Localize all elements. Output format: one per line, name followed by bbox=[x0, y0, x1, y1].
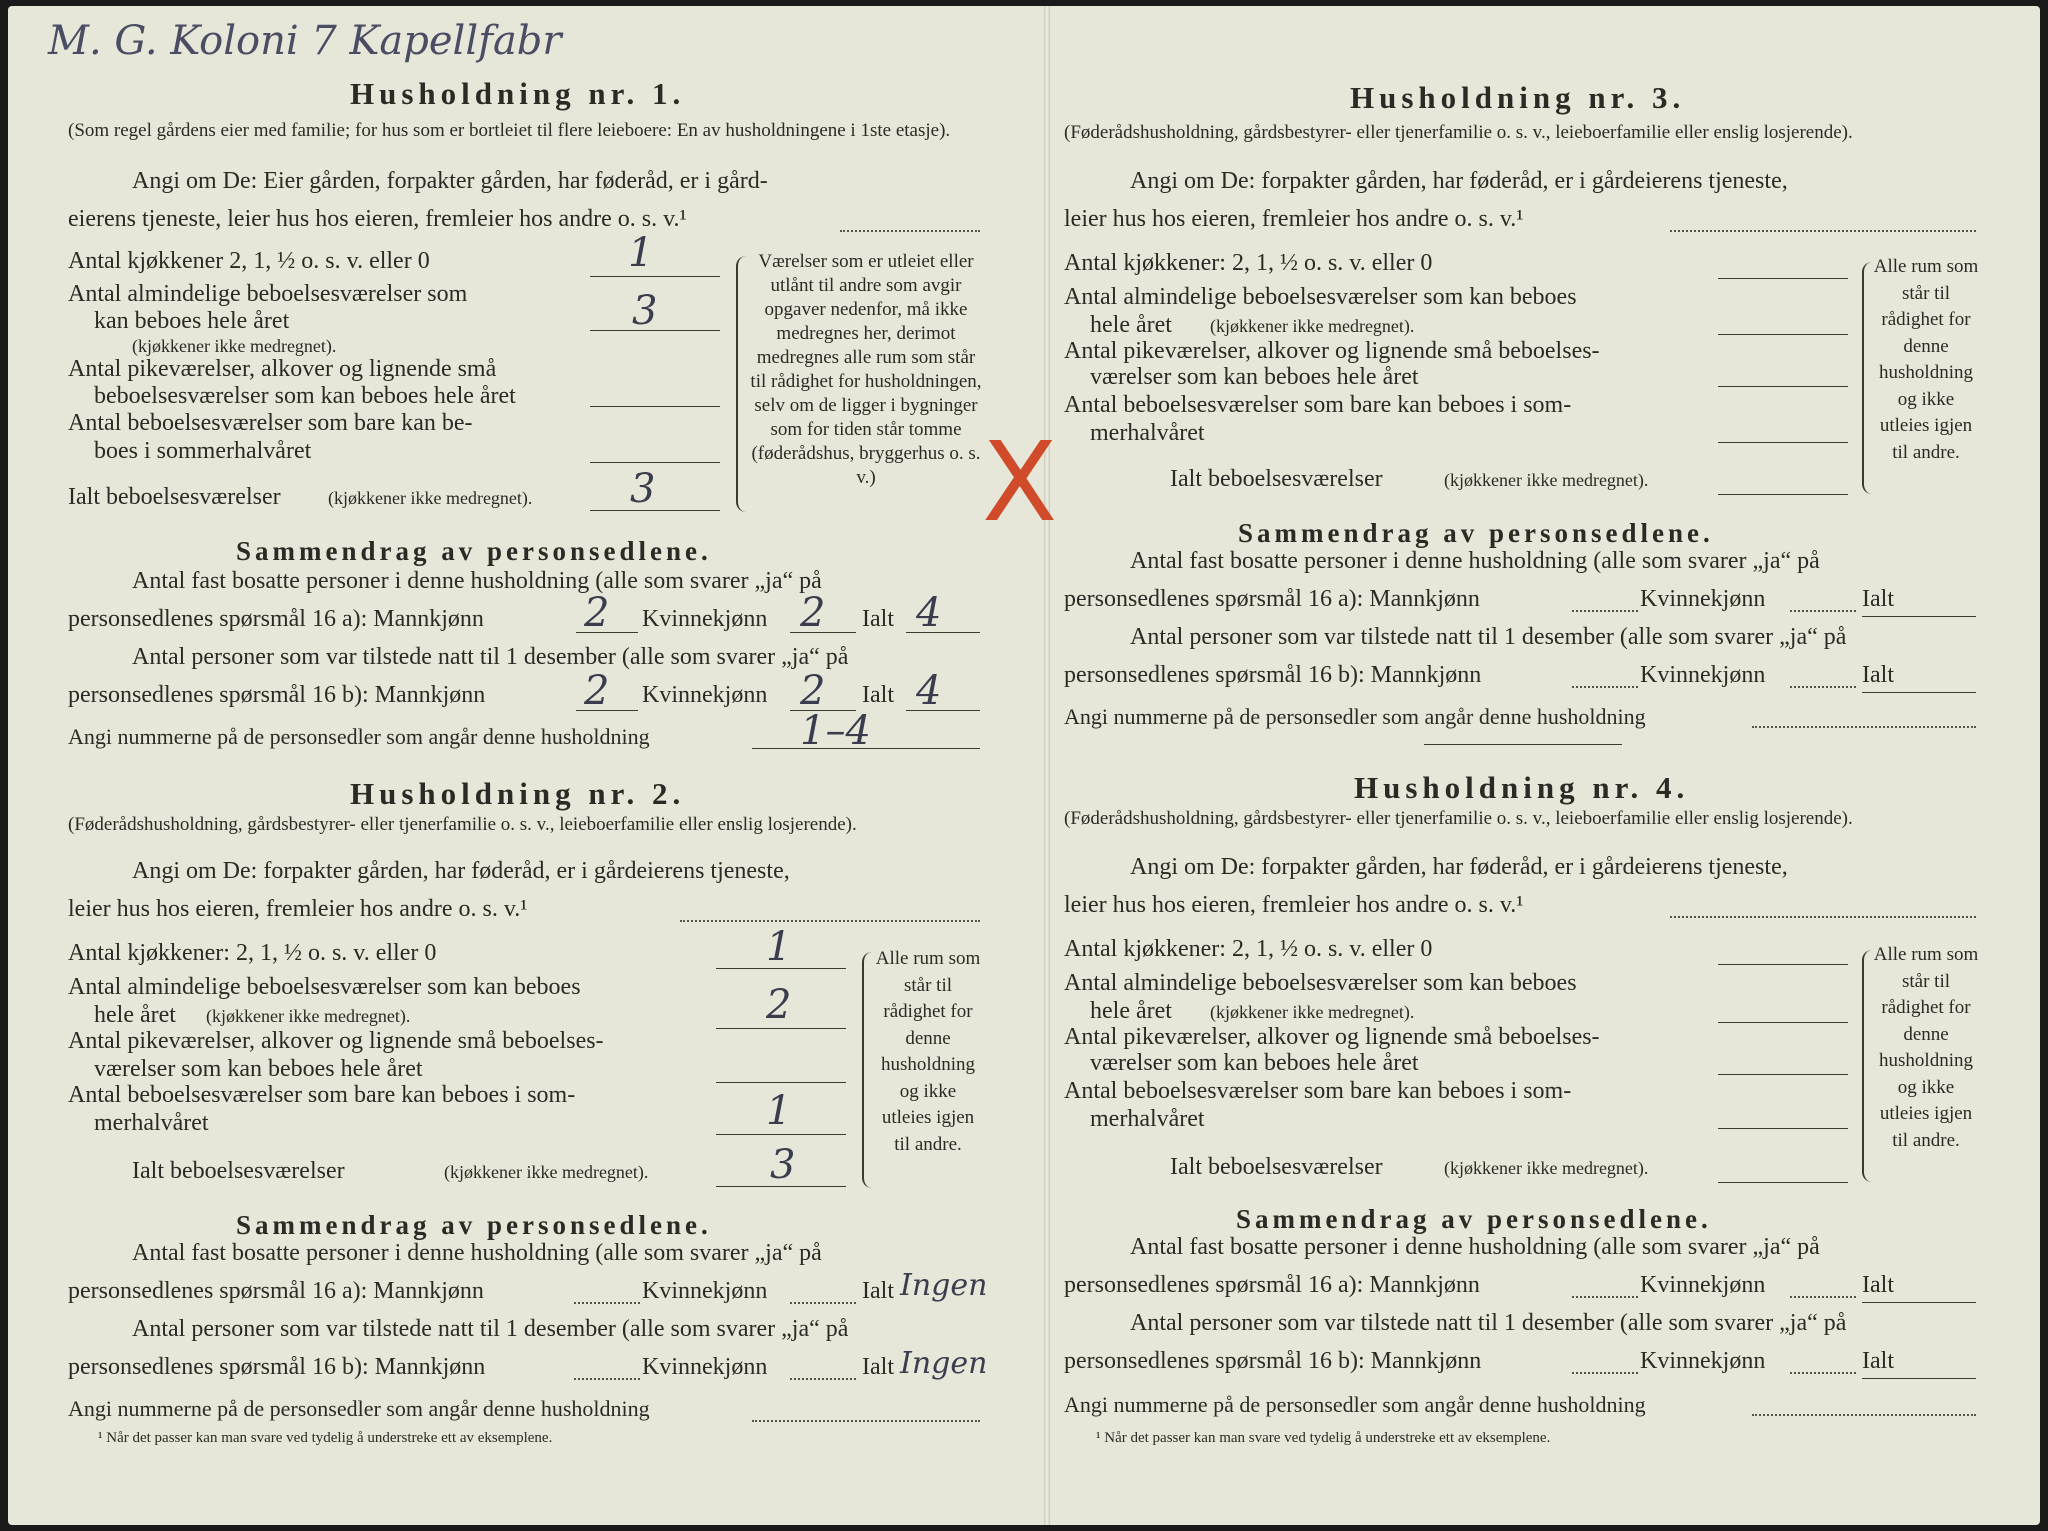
hh3-16b-i-line bbox=[1862, 692, 1976, 693]
hh2-tilst-line1: Antal personer som var tilstede natt til 1 desember (alle som svarer „ja“ på bbox=[132, 1316, 849, 1342]
hh4-ialt-note: (kjøkkener ikke medregnet). bbox=[1444, 1158, 1649, 1178]
hh3-16a-ialt-label: Ialt bbox=[1862, 586, 1894, 612]
hh1-fast-line2: personsedlenes spørsmål 16 a): Mannkjønn bbox=[68, 606, 484, 632]
hh4-16a-i-line bbox=[1862, 1302, 1976, 1303]
hh2-fast-line2: personsedlenes spørsmål 16 a): Mannkjønn bbox=[68, 1278, 484, 1304]
hh4-16a-kvinn-label: Kvinnekjønn bbox=[1640, 1272, 1766, 1298]
hh3-kjokkener-line bbox=[1718, 278, 1848, 279]
hh3-alm-line1: Antal almindelige beboelsesværelser som kan beboes bbox=[1064, 284, 1577, 310]
hh4-pike-line bbox=[1718, 1074, 1848, 1075]
hh4-ialt-label: Ialt beboelsesværelser bbox=[1170, 1154, 1383, 1180]
hh1-16b-ialt-label: Ialt bbox=[862, 682, 894, 708]
hh3-alm-line bbox=[1718, 334, 1848, 335]
hh2-ialt-label: Ialt beboelsesværelser bbox=[132, 1158, 345, 1184]
hh3-angi-nr-label: Angi nummerne på de personsedler som angår denne husholdning bbox=[1064, 704, 1646, 729]
hh1-16a-m-value: 2 bbox=[584, 590, 610, 636]
hh4-fast-line2: personsedlenes spørsmål 16 a): Mannkjønn bbox=[1064, 1272, 1480, 1298]
hh3-16a-i-line bbox=[1862, 616, 1976, 617]
hh3-angi-answer-line bbox=[1670, 230, 1976, 232]
hh4-tilst-line2: personsedlenes spørsmål 16 b): Mannkjønn bbox=[1064, 1348, 1482, 1374]
hh2-angi-line1: Angi om De: forpakter gården, har føderåd, er i gårdeierens tjeneste, bbox=[132, 858, 790, 884]
page-fold bbox=[1044, 6, 1050, 1525]
hh3-som-line bbox=[1718, 442, 1848, 443]
hh2-angi-line2: leier hus hos eieren, fremleier hos andre o. s. v.¹ bbox=[68, 896, 528, 922]
hh4-angi-nr-line bbox=[1752, 1414, 1976, 1416]
hh1-angi-line2: eierens tjeneste, leier hus hos eieren, fremleier hos andre o. s. v.¹ bbox=[68, 206, 687, 232]
hh4-note: (Føderådshusholdning, gårdsbestyrer- eller tjenerfamilie o. s. v., leieboerfamilie eller enslig losjerende). bbox=[1064, 808, 1853, 829]
hh3-16b-ialt-label: Ialt bbox=[1862, 662, 1894, 688]
hh3-fast-line1: Antal fast bosatte personer i denne husholdning (alle som svarer „ja“ på bbox=[1130, 548, 1820, 574]
hh4-16a-k-line bbox=[1790, 1296, 1856, 1298]
hh4-kjokkener-label: Antal kjøkkener: 2, 1, ½ o. s. v. eller 0 bbox=[1064, 936, 1433, 962]
hh1-kjokkener-label: Antal kjøkkener 2, 1, ½ o. s. v. eller 0 bbox=[68, 248, 430, 274]
hh2-angi-answer-line bbox=[680, 920, 980, 922]
hh4-alm-line3: (kjøkkener ikke medregnet). bbox=[1210, 1002, 1415, 1022]
hh2-16b-ialt-label: Ialt bbox=[862, 1354, 894, 1380]
handwritten-top-note: M. G. Koloni 7 Kapellfabr bbox=[48, 18, 562, 64]
hh1-kjokkener-line bbox=[590, 276, 720, 277]
hh2-side-note: Alle rum som står til rådighet for denne husholdning og ikke utleies igjen til andre. bbox=[875, 948, 981, 1155]
hh4-som-line1: Antal beboelsesværelser som bare kan beboes i som- bbox=[1064, 1078, 1572, 1104]
hh1-side-note: Værelser som er utleiet eller utlånt til andre som avgir opgaver nedenfor, må ikke medregnes her, derimot medregnes alle rum som står til rådighet for husholdningen, selv om de ligger i bygninger som for tiden står tomme (føderådshus, bryggerhus o. s. v.) bbox=[750, 251, 982, 488]
hh1-heading: Husholdning nr. 1. bbox=[350, 76, 686, 111]
hh2-som-line2: merhalvåret bbox=[94, 1110, 209, 1136]
hh2-alm-line3: (kjøkkener ikke medregnet). bbox=[206, 1006, 411, 1026]
hh1-side-brace bbox=[736, 256, 748, 512]
hh1-kjokkener-value: 1 bbox=[628, 230, 654, 276]
hh3-ialt-note: (kjøkkener ikke medregnet). bbox=[1444, 470, 1649, 490]
hh4-som-line2: merhalvåret bbox=[1090, 1106, 1205, 1132]
hh3-side-note: Alle rum som står til rådighet for denne husholdning og ikke utleies igjen til andre. bbox=[1873, 256, 1979, 463]
hh2-pike-line2: værelser som kan beboes hele året bbox=[94, 1056, 423, 1082]
hh1-16b-i-value: 4 bbox=[916, 668, 942, 714]
hh2-alm-line1: Antal almindelige beboelsesværelser som kan beboes bbox=[68, 974, 581, 1000]
hh2-som-line bbox=[716, 1134, 846, 1135]
hh4-footnote: ¹ Når det passer kan man svare ved tydelig å understreke ett av eksemplene. bbox=[1096, 1430, 1551, 1446]
hh3-16b-m-line bbox=[1572, 686, 1638, 688]
hh2-angi-nr-line bbox=[752, 1420, 980, 1422]
hh2-ialt-note: (kjøkkener ikke medregnet). bbox=[444, 1162, 649, 1182]
hh1-pike-line1: Antal pikeværelser, alkover og lignende små bbox=[68, 356, 497, 382]
hh1-note: (Som regel gårdens eier med familie; for hus som er bortleiet til flere leieboere: En av husholdningene i 1ste etasje). bbox=[68, 120, 951, 141]
hh4-side-note: Alle rum som står til rådighet for denne husholdning og ikke utleies igjen til andre. bbox=[1873, 944, 1979, 1151]
hh2-alm-line2: hele året bbox=[94, 1002, 176, 1028]
hh4-16b-ialt-label: Ialt bbox=[1862, 1348, 1894, 1374]
hh1-pike-line bbox=[590, 406, 720, 407]
hh2-16b-m-line bbox=[574, 1378, 640, 1380]
hh4-16b-kvinn-label: Kvinnekjønn bbox=[1640, 1348, 1766, 1374]
hh1-angi-line1: Angi om De: Eier gården, forpakter gården, har føderåd, er i gård- bbox=[132, 168, 768, 194]
hh1-tilst-line2: personsedlenes spørsmål 16 b): Mannkjønn bbox=[68, 682, 486, 708]
hh1-tilst-line1: Antal personer som var tilstede natt til 1 desember (alle som svarer „ja“ på bbox=[132, 644, 849, 670]
hh1-ialt-note: (kjøkkener ikke medregnet). bbox=[328, 488, 533, 508]
hh2-16a-k-line bbox=[790, 1302, 856, 1304]
hh2-som-value: 1 bbox=[766, 1088, 792, 1134]
hh1-16b-kvinn-label: Kvinnekjønn bbox=[642, 682, 768, 708]
hh4-pike-line1: Antal pikeværelser, alkover og lignende små beboelses- bbox=[1064, 1024, 1600, 1050]
hh1-fast-line1: Antal fast bosatte personer i denne husholdning (alle som svarer „ja“ på bbox=[132, 568, 822, 594]
hh2-alm-line bbox=[716, 1028, 846, 1029]
hh3-pike-line bbox=[1718, 386, 1848, 387]
hh4-pike-line2: værelser som kan beboes hele året bbox=[1090, 1050, 1419, 1076]
hh4-16b-k-line bbox=[1790, 1372, 1856, 1374]
hh4-summary-heading: Sammendrag av personsedlene. bbox=[1236, 1204, 1712, 1234]
hh2-16a-kvinn-label: Kvinnekjønn bbox=[642, 1278, 768, 1304]
hh4-angi-line1: Angi om De: forpakter gården, har føderåd, er i gårdeierens tjeneste, bbox=[1130, 854, 1788, 880]
hh2-16b-k-line bbox=[790, 1378, 856, 1380]
hh3-pike-line2: værelser som kan beboes hele året bbox=[1090, 364, 1419, 390]
hh1-alm-value: 3 bbox=[632, 288, 658, 334]
hh3-alm-line3: (kjøkkener ikke medregnet). bbox=[1210, 316, 1415, 336]
hh1-16a-ialt-label: Ialt bbox=[862, 606, 894, 632]
hh1-ialt-label: Ialt beboelsesværelser bbox=[68, 484, 281, 510]
hh3-16a-kvinn-label: Kvinnekjønn bbox=[1640, 586, 1766, 612]
hh4-16a-ialt-label: Ialt bbox=[1862, 1272, 1894, 1298]
hh2-16a-ialt-value: Ingen bbox=[900, 1268, 988, 1303]
hh3-16a-k-line bbox=[1790, 610, 1856, 612]
hh3-angi-line1: Angi om De: forpakter gården, har føderåd, er i gårdeierens tjeneste, bbox=[1130, 168, 1788, 194]
hh2-pike-line1: Antal pikeværelser, alkover og lignende små beboelses- bbox=[68, 1028, 604, 1054]
hh2-kjokkener-value: 1 bbox=[766, 924, 792, 970]
hh3-separator bbox=[1424, 744, 1622, 745]
hh4-16a-m-line bbox=[1572, 1296, 1638, 1298]
hh1-16a-kvinn-label: Kvinnekjønn bbox=[642, 606, 768, 632]
hh1-pike-line2: beboelsesværelser som kan beboes hele året bbox=[94, 383, 516, 409]
hh1-alm-line2: kan beboes hele året bbox=[94, 308, 290, 334]
hh3-summary-heading: Sammendrag av personsedlene. bbox=[1238, 518, 1714, 548]
hh2-16b-ialt-value: Ingen bbox=[900, 1346, 988, 1381]
hh3-fast-line2: personsedlenes spørsmål 16 a): Mannkjønn bbox=[1064, 586, 1480, 612]
hh4-kjokkener-line bbox=[1718, 964, 1848, 965]
hh1-16a-k-value: 2 bbox=[800, 590, 826, 636]
hh4-fast-line1: Antal fast bosatte personer i denne husholdning (alle som svarer „ja“ på bbox=[1130, 1234, 1820, 1260]
hh2-side-brace bbox=[862, 952, 874, 1188]
hh3-angi-line2: leier hus hos eieren, fremleier hos andre o. s. v.¹ bbox=[1064, 206, 1524, 232]
hh1-angi-nr-label: Angi nummerne på de personsedler som angår denne husholdning bbox=[68, 724, 650, 749]
hh4-alm-line2: hele året bbox=[1090, 998, 1172, 1024]
hh3-heading: Husholdning nr. 3. bbox=[1350, 80, 1686, 115]
hh1-som-line bbox=[590, 462, 720, 463]
hh3-ialt-label: Ialt beboelsesværelser bbox=[1170, 466, 1383, 492]
hh1-alm-line1: Antal almindelige beboelsesværelser som bbox=[68, 281, 468, 307]
red-cross-mark: X bbox=[982, 418, 1058, 546]
hh2-footnote: ¹ Når det passer kan man svare ved tydelig å understreke ett av eksemplene. bbox=[98, 1430, 553, 1446]
hh3-tilst-line2: personsedlenes spørsmål 16 b): Mannkjønn bbox=[1064, 662, 1482, 688]
hh3-note: (Føderådshusholdning, gårdsbestyrer- eller tjenerfamilie o. s. v., leieboerfamilie eller enslig losjerende). bbox=[1064, 122, 1853, 143]
hh2-note: (Føderådshusholdning, gårdsbestyrer- eller tjenerfamilie o. s. v., leieboerfamilie eller enslig losjerende). bbox=[68, 814, 857, 835]
hh1-16b-k-value: 2 bbox=[800, 668, 826, 714]
hh3-tilst-line1: Antal personer som var tilstede natt til 1 desember (alle som svarer „ja“ på bbox=[1130, 624, 1847, 650]
hh2-pike-line bbox=[716, 1082, 846, 1083]
hh4-heading: Husholdning nr. 4. bbox=[1354, 770, 1690, 805]
hh2-kjokkener-label: Antal kjøkkener: 2, 1, ½ o. s. v. eller 0 bbox=[68, 940, 437, 966]
hh2-16b-kvinn-label: Kvinnekjønn bbox=[642, 1354, 768, 1380]
hh4-16b-m-line bbox=[1572, 1372, 1638, 1374]
hh4-angi-line2: leier hus hos eieren, fremleier hos andre o. s. v.¹ bbox=[1064, 892, 1524, 918]
hh3-alm-line2: hele året bbox=[1090, 312, 1172, 338]
hh4-angi-nr-label: Angi nummerne på de personsedler som angår denne husholdning bbox=[1064, 1392, 1646, 1417]
hh2-fast-line1: Antal fast bosatte personer i denne husholdning (alle som svarer „ja“ på bbox=[132, 1240, 822, 1266]
hh4-som-line bbox=[1718, 1128, 1848, 1129]
hh3-kjokkener-label: Antal kjøkkener: 2, 1, ½ o. s. v. eller 0 bbox=[1064, 250, 1433, 276]
hh2-alm-value: 2 bbox=[766, 982, 792, 1028]
hh4-ialt-line bbox=[1718, 1182, 1848, 1183]
hh4-alm-line1: Antal almindelige beboelsesværelser som kan beboes bbox=[1064, 970, 1577, 996]
hh1-angi-answer-line bbox=[840, 230, 980, 232]
hh2-ialt-value: 3 bbox=[770, 1142, 796, 1188]
hh1-alm-line3: (kjøkkener ikke medregnet). bbox=[132, 336, 337, 356]
hh2-angi-nr-label: Angi nummerne på de personsedler som angår denne husholdning bbox=[68, 1396, 650, 1421]
hh3-16b-kvinn-label: Kvinnekjønn bbox=[1640, 662, 1766, 688]
hh1-som-line1: Antal beboelsesværelser som bare kan be- bbox=[68, 410, 473, 436]
hh1-16a-i-value: 4 bbox=[916, 590, 942, 636]
hh1-angi-nr-value: 1–4 bbox=[800, 708, 871, 754]
hh2-tilst-line2: personsedlenes spørsmål 16 b): Mannkjønn bbox=[68, 1354, 486, 1380]
hh2-summary-heading: Sammendrag av personsedlene. bbox=[236, 1210, 712, 1240]
hh1-summary-heading: Sammendrag av personsedlene. bbox=[236, 536, 712, 566]
hh4-tilst-line1: Antal personer som var tilstede natt til 1 desember (alle som svarer „ja“ på bbox=[1130, 1310, 1847, 1336]
hh3-pike-line1: Antal pikeværelser, alkover og lignende små beboelses- bbox=[1064, 338, 1600, 364]
hh1-ialt-value: 3 bbox=[630, 466, 656, 512]
hh4-16b-i-line bbox=[1862, 1378, 1976, 1379]
hh3-som-line2: merhalvåret bbox=[1090, 420, 1205, 446]
hh2-16a-m-line bbox=[574, 1302, 640, 1304]
hh2-heading: Husholdning nr. 2. bbox=[350, 776, 686, 811]
hh3-ialt-line bbox=[1718, 494, 1848, 495]
hh1-som-line2: boes i sommerhalvåret bbox=[94, 438, 312, 464]
hh3-16b-k-line bbox=[1790, 686, 1856, 688]
hh3-angi-nr-line bbox=[1752, 726, 1976, 728]
hh2-16a-ialt-label: Ialt bbox=[862, 1278, 894, 1304]
hh4-angi-answer-line bbox=[1670, 916, 1976, 918]
hh4-alm-line bbox=[1718, 1022, 1848, 1023]
hh3-16a-m-line bbox=[1572, 610, 1638, 612]
hh2-som-line1: Antal beboelsesværelser som bare kan beboes i som- bbox=[68, 1082, 576, 1108]
hh1-16b-m-value: 2 bbox=[584, 668, 610, 714]
hh3-som-line1: Antal beboelsesværelser som bare kan beboes i som- bbox=[1064, 392, 1572, 418]
